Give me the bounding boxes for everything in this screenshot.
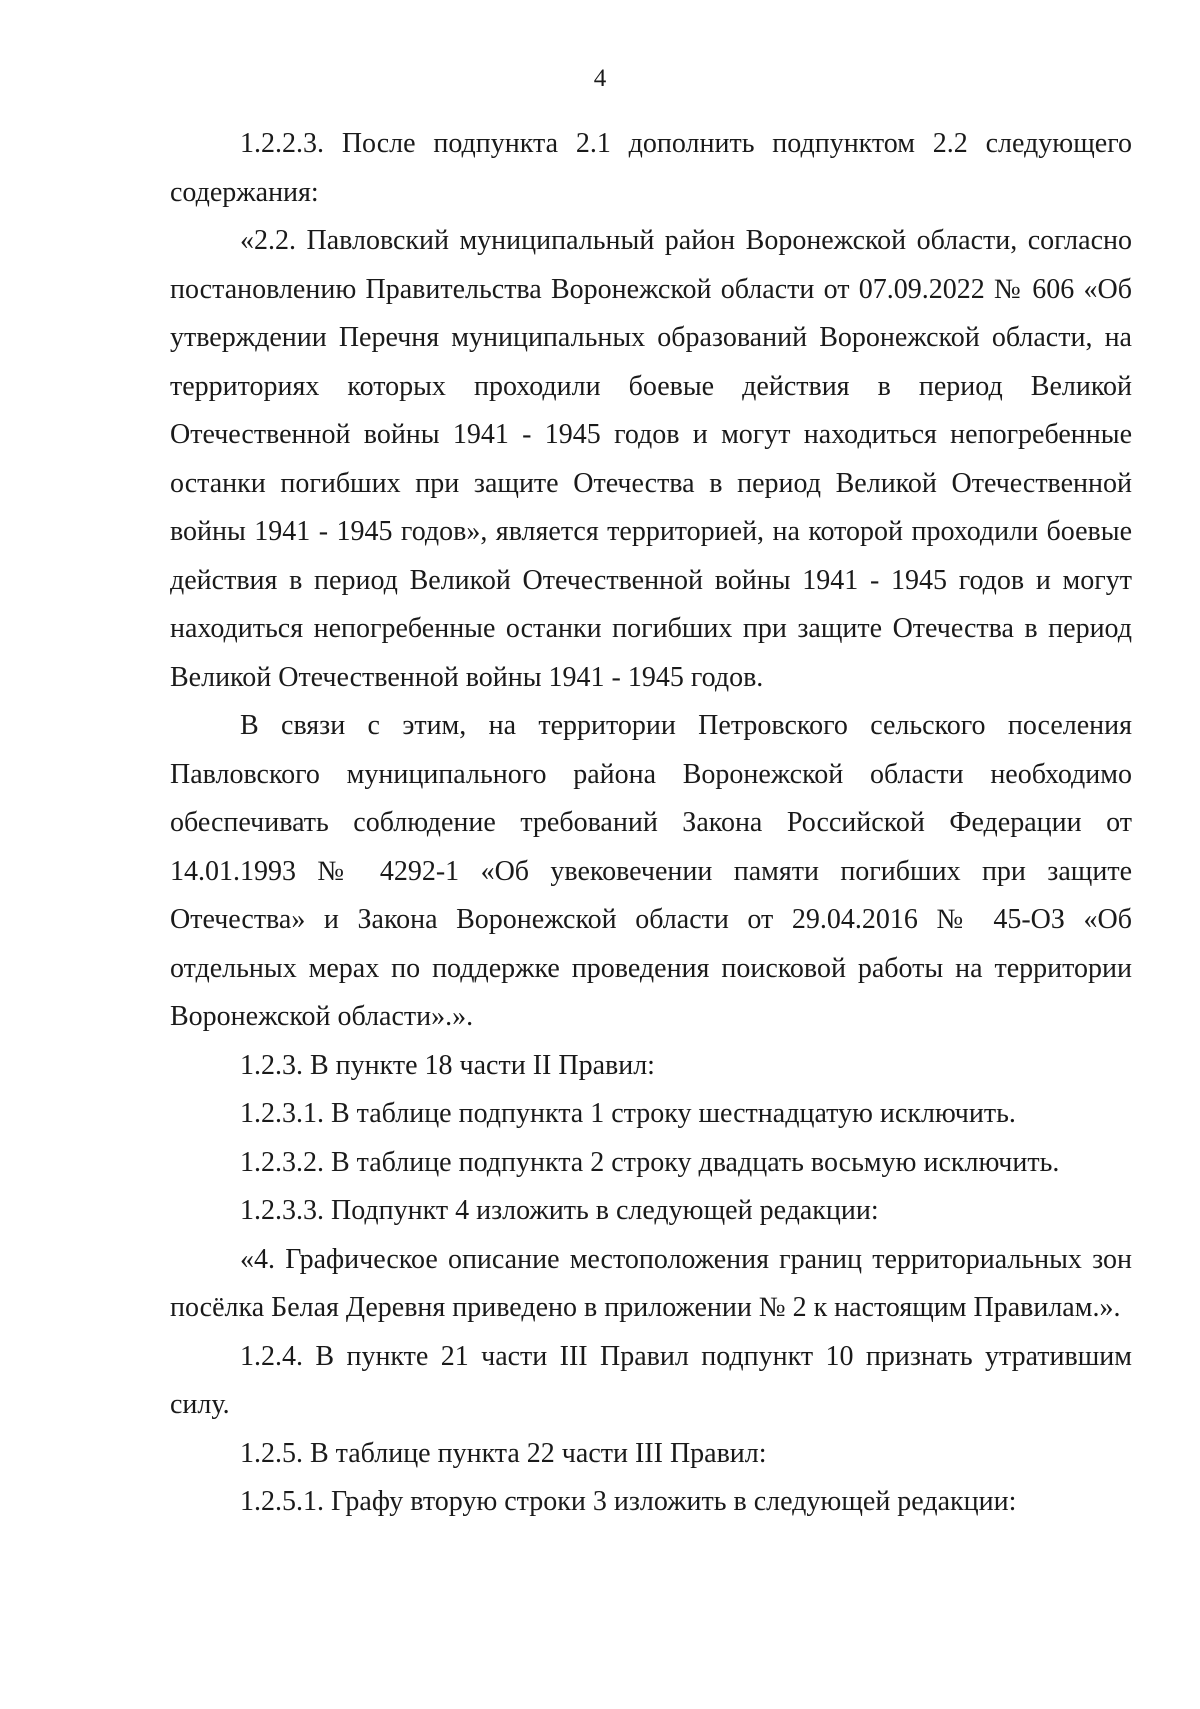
paragraph-1-2-3-3: 1.2.3.3. Подпункт 4 изложить в следующей редакции: (240, 1195, 879, 1226)
paragraph-1-2-3-2: 1.2.3.2. В таблице подпункта 2 строку двадцать восьмую исключить. (240, 1146, 1060, 1178)
paragraph-1-2-5: 1.2.5. В таблице пункта 22 части III Правил: (240, 1437, 767, 1469)
paragraph-quote-2-2: «2.2. Павловский муниципальный район Воронежской области, согласно постановлению Правительства Воронежской области от 07.09.2022 № 606 «Об утверждении Перечня муниципальных образований Воронежской области, на территориях которых проходили боевые действия в период Великой Отечественной войны 1941 - 1945 годов и могут находиться непогребенные останки погибших при защите Отечества в период Великой Отечественной войны 1941 - 1945 годов», является территорией, на которой проходили боевые действия в период Великой Отечественной войны 1941 - 1945 годов и могут находиться непогребенные останки погибших при защите Отечества в период Великой Отечественной войны 1941 - 1945 годов. (170, 225, 1132, 693)
paragraph-1-2-2-3: 1.2.2.3. После подпункта 2.1 дополнить подпунктом 2.2 следующего содержания: (170, 128, 1132, 208)
document-body (170, 120, 1132, 1527)
paragraph-quote-4: «4. Графическое описание местоположения границ территориальных зон посёлка Белая Деревня приведено в приложении № 2 к настоящим Правилам.». (170, 1243, 1132, 1323)
paragraph-1-2-3-1: 1.2.3.1. В таблице подпункта 1 строку шестнадцатую исключить. (240, 1098, 1016, 1129)
paragraph-in-connection: В связи с этим, на территории Петровского сельского поселения Павловского муниципального района Воронежской области необходимо обеспечивать соблюдение требований Закона Российской Федерации от 14.01.1993 № 4292-1 «Об увековечении памяти погибших при защите Отечества» и Закона Воронежской области от 29.04.2016 № 45-ОЗ «Об отдельных мерах по поддержке проведения поисковой работы на территории Воронежской области».». (170, 710, 1132, 1032)
paragraph-1-2-5-1: 1.2.5.1. Графу вторую строки 3 изложить в следующей редакции: (240, 1486, 1017, 1517)
page-number: 4 (593, 65, 607, 92)
paragraph-1-2-4: 1.2.4. В пункте 21 части III Правил подпункт 10 признать утратившим силу. (170, 1340, 1132, 1420)
paragraph-1-2-3: 1.2.3. В пункте 18 части II Правил: (240, 1049, 655, 1081)
